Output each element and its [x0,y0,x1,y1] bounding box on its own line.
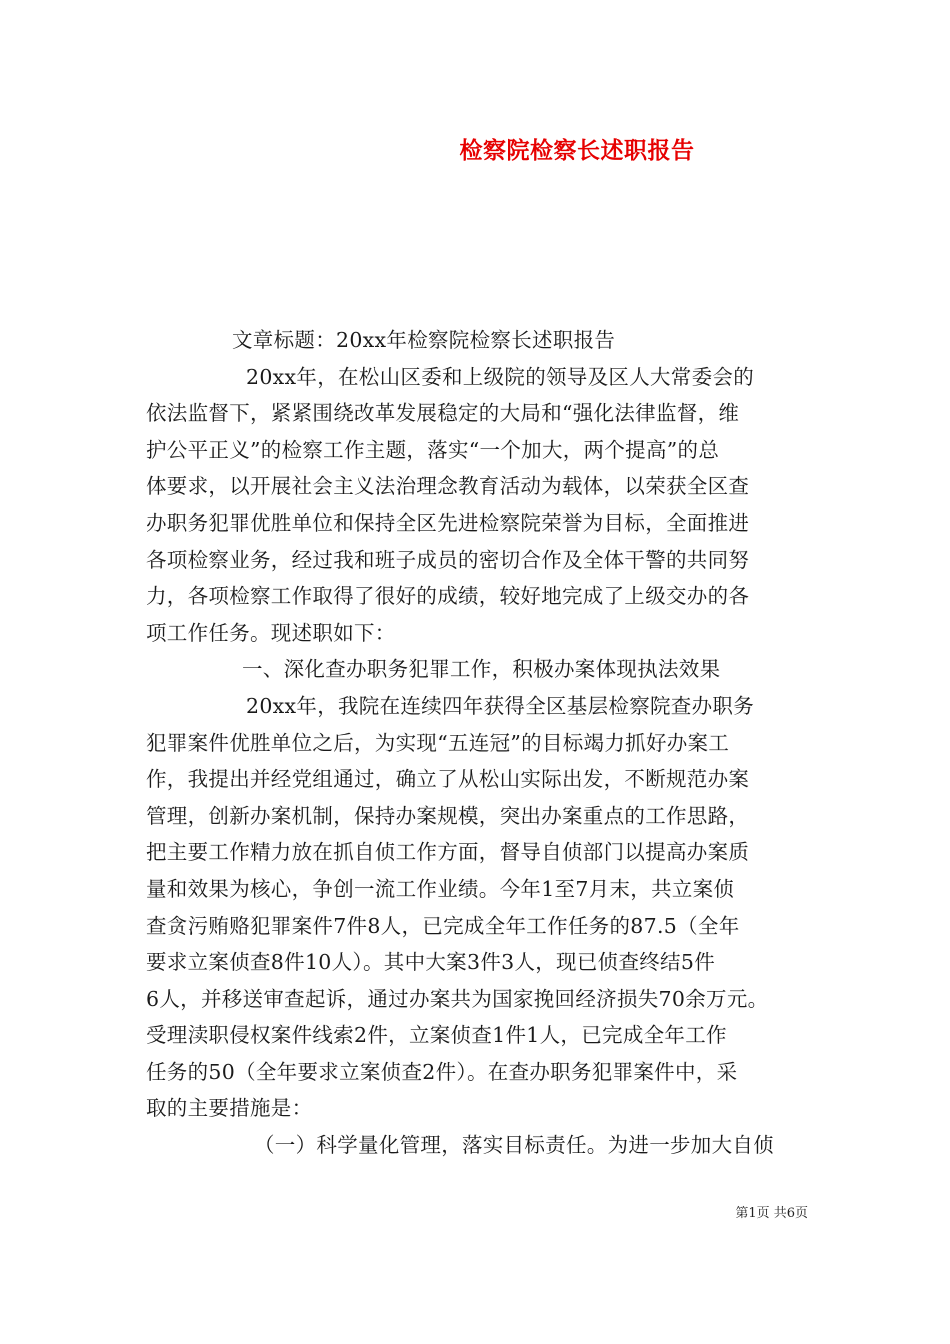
page-number-footer: 第1页 共6页 [735,1206,808,1221]
paragraph-line: 犯罪案件优胜单位之后，为实现“五连冠”的目标竭力抓好办案工 [146,730,730,755]
paragraph-line: 查贪污贿赂犯罪案件7件8人，已完成全年工作任务的87.5（全年 [146,913,740,938]
document-title: 检察院检察长述职报告 [459,137,695,164]
paragraph-line: 依法监督下，紧紧围绕改革发展稳定的大局和“强化法律监督，维 [146,401,740,426]
paragraph-line: 量和效果为核心，争创一流工作业绩。今年1至7月末，共立案侦 [146,876,735,901]
article-title-line: 文章标题：20xx年检察院检察长述职报告 [232,328,616,352]
paragraph-line: 体要求，以开展社会主义法治理念教育活动为载体，以荣获全区查 [146,474,750,499]
paragraph-line: 任务的50（全年要求立案侦查2件）。在查办职务犯罪案件中，采 [146,1059,738,1084]
paragraph-line: 各项检察业务，经过我和班子成员的密切合作及全体干警的共同努 [146,547,750,572]
paragraph-line: 6人，并移送审查起诉，通过办案共为国家挽回经济损失70余万元。 [146,986,769,1011]
document-body [146,322,816,1164]
paragraph-line: 项工作任务。现述职如下： [146,620,396,645]
paragraph-line: 力，各项检察工作取得了很好的成绩，较好地完成了上级交办的各 [146,584,750,609]
paragraph-line: 受理渎职侵权案件线索2件，立案侦查1件1人，已完成全年工作 [146,1023,727,1048]
paragraph-line: 办职务犯罪优胜单位和保持全区先进检察院荣誉为目标，全面推进 [146,510,750,535]
paragraph-line: 管理，创新办案机制，保持办案规模，突出办案重点的工作思路， [146,803,750,828]
paragraph-line: 护公平正义”的检察工作主题，落实“一个加大，两个提高”的总 [146,437,720,462]
paragraph-line: 20xx年，在松山区委和上级院的领导及区人大常委会的 [246,364,755,389]
section-heading: 一、深化查办职务犯罪工作，积极办案体现执法效果 [242,657,721,682]
paragraph-line: 取的主要措施是： [146,1096,313,1121]
paragraph-line: 要求立案侦查8件10人）。其中大案3件3人，现已侦查终结5件 [146,950,716,975]
subsection-line: （一）科学量化管理，落实目标责任。为进一步加大自侦 [254,1133,774,1158]
paragraph-line: 把主要工作精力放在抓自侦工作方面，督导自侦部门以提高办案质 [146,840,750,865]
paragraph-line: 20xx年，我院在连续四年获得全区基层检察院查办职务 [246,693,755,718]
paragraph-line: 作，我提出并经党组通过，确立了从松山实际出发，不断规范办案 [146,767,750,792]
